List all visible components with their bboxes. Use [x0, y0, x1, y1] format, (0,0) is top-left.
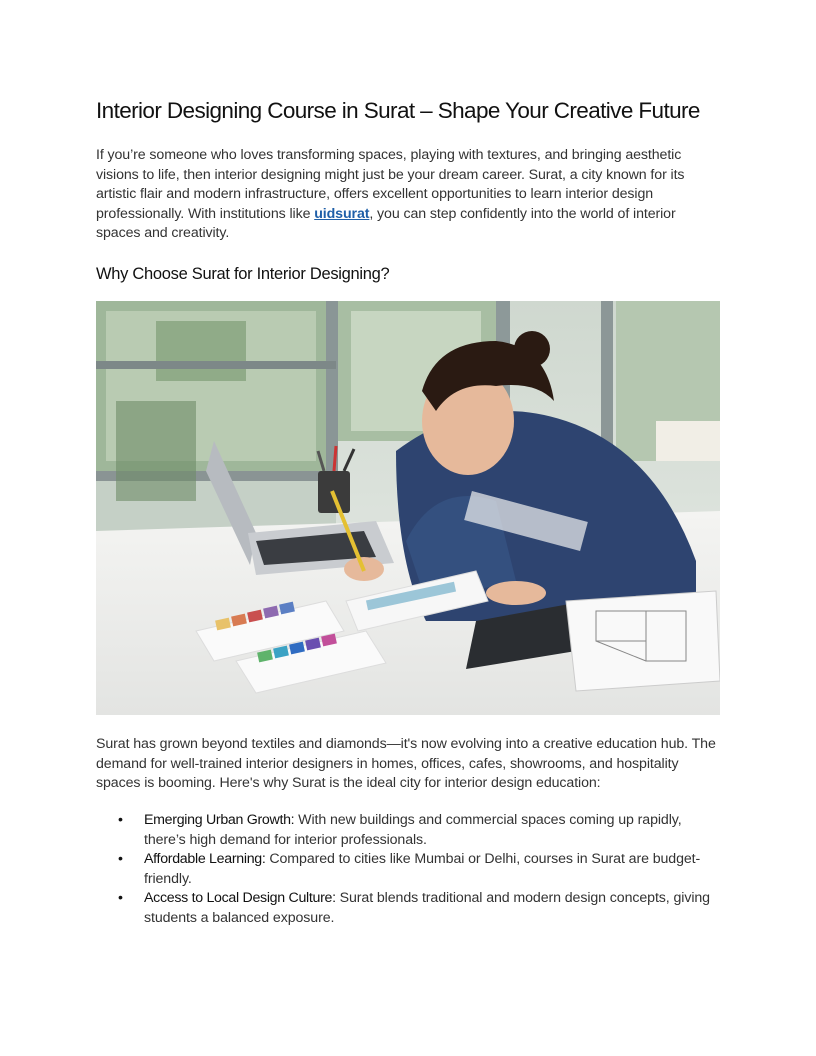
bullet-icon: • — [118, 812, 123, 828]
intro-paragraph — [96, 146, 720, 244]
list-item — [96, 850, 720, 889]
page-title: Interior Designing Course in Surat – Shape Your Creative Future — [96, 98, 700, 123]
section-heading: Why Choose Surat for Interior Designing? — [96, 264, 390, 283]
reason-text: Surat blends traditional and modern design concepts, giving students a balanced exposure. — [144, 890, 710, 926]
reason-term: Access to Local Design Culture: — [144, 890, 336, 907]
reason-text: Compared to cities like Mumbai or Delhi, courses in Surat are budget-friendly. — [144, 851, 701, 887]
document-page — [96, 96, 720, 285]
bullet-icon: • — [118, 890, 123, 907]
reason-term: Affordable Learning: — [144, 851, 266, 868]
student-designing-photo — [96, 301, 720, 715]
bullet-icon: • — [118, 851, 123, 868]
growth-paragraph: Surat has grown beyond textiles and diamonds—it's now evolving into a creative education hub. The demand for well-trained interior designers in homes, offices, cafes, showrooms, and hospitality spaces is booming. Here's why Surat is the ideal city for interior design education: — [96, 736, 716, 792]
reason-term: Emerging Urban Growth: — [144, 812, 295, 828]
intro-text-start: If you’re someone who loves transforming spaces, playing with textures, and bringing aesthetic visions to life, then interior designing might just be your dream career. Surat, a city known for its artistic flair and modern infrastructure, offers excellent opportunities to learn interior design professionally. With institutions like — [96, 147, 685, 222]
list-item — [96, 811, 720, 850]
reasons-list — [96, 811, 720, 929]
reason-text: With new buildings and commercial spaces coming up rapidly, there’s high demand for interior professionals. — [144, 812, 682, 848]
intro-text-end: , you can step confidently into the world of interior spaces and creativity. — [96, 205, 676, 242]
uidsurat-link[interactable]: uidsurat — [314, 205, 370, 222]
list-item — [96, 889, 720, 928]
